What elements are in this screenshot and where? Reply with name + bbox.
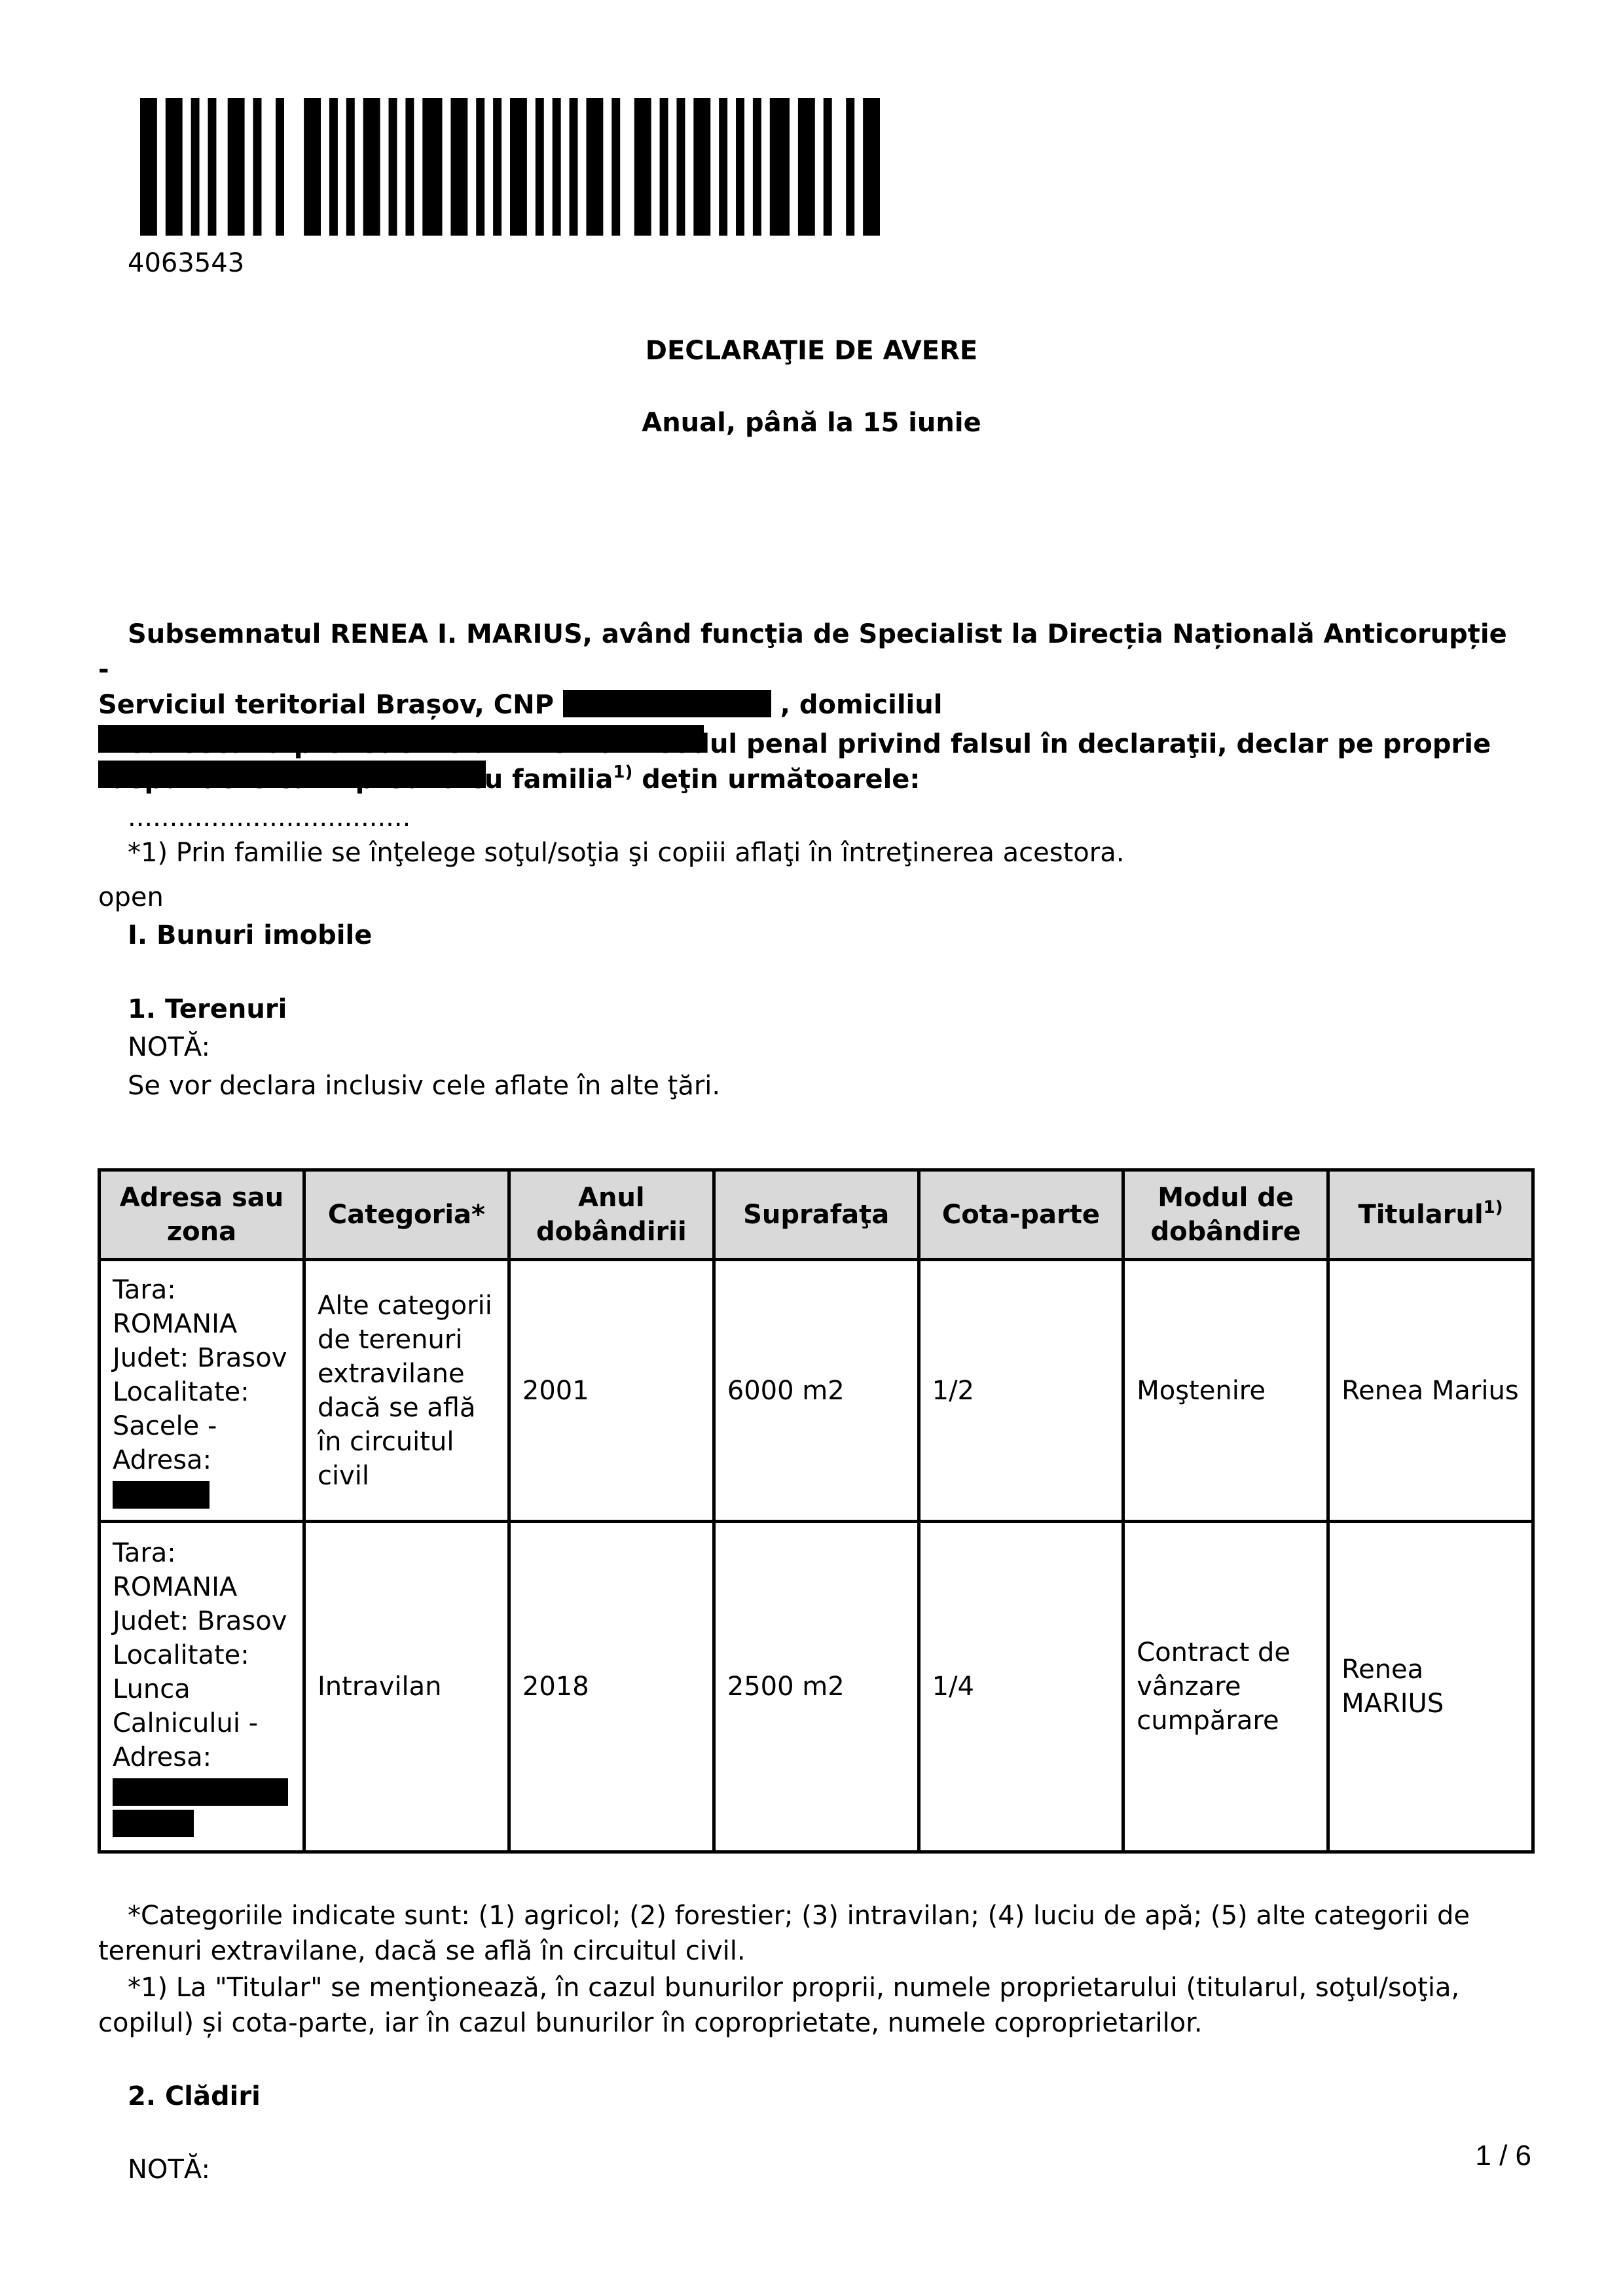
barcode-bar xyxy=(405,98,414,236)
barcode-bar xyxy=(863,98,880,236)
redacted-cnp xyxy=(563,690,771,717)
barcode-bar xyxy=(140,98,157,236)
header-cota: Cota-parte xyxy=(919,1170,1123,1260)
barcode-bar xyxy=(553,98,561,236)
barcode-bar xyxy=(719,98,727,236)
barcode-bar xyxy=(208,98,217,236)
header-mod: Modul de dobândire xyxy=(1123,1170,1328,1260)
header-suprafata: Suprafaţa xyxy=(714,1170,919,1260)
subsection-heading-terenuri: 1. Terenuri xyxy=(128,994,287,1024)
cell-adresa: Tara: ROMANIA Judet: Brasov Localitate: Sacele - Adresa: xyxy=(100,1260,304,1522)
barcode-bar xyxy=(389,98,397,236)
document-title: DECLARAŢIE DE AVERE xyxy=(645,336,978,366)
note-text: Se vor declara inclusiv cele aflate în alte ţări. xyxy=(128,1071,721,1101)
header-anul: Anul dobândirii xyxy=(509,1170,714,1260)
header-titular: Titularul$^{1)}$ xyxy=(1328,1170,1533,1260)
barcode-bar xyxy=(493,98,501,236)
barcode xyxy=(140,98,880,236)
barcode-bar xyxy=(510,98,527,236)
barcode-bar xyxy=(536,98,544,236)
cell-anul: 2001 xyxy=(509,1260,714,1522)
cell-mod: Moştenire xyxy=(1123,1260,1328,1522)
page-number: 1 / 6 xyxy=(1475,2140,1531,2172)
family-note-text: *1) Prin familie se înţelege soţul/soţia şi copiii aflaţi în întreţinerea acestora. xyxy=(128,838,1125,868)
statement-line-2: răspundere că împreună cu familia$^{1)}$ deţin următoarele: xyxy=(98,762,921,795)
land-table xyxy=(98,1168,1535,1854)
cell-suprafata: 2500 m2 xyxy=(714,1522,919,1852)
barcode-bar xyxy=(611,98,620,236)
cell-anul: 2018 xyxy=(509,1522,714,1852)
document-subtitle: Anual, până la 15 iunie xyxy=(642,408,981,438)
cell-cota: 1/2 xyxy=(919,1260,1123,1522)
barcode-bar xyxy=(191,98,200,236)
barcode-bar xyxy=(228,98,245,236)
barcode-number: 4063543 xyxy=(128,248,245,278)
barcode-bar xyxy=(770,98,790,236)
barcode-bar xyxy=(476,98,484,236)
barcode-bar xyxy=(634,98,651,236)
declarant-line-1: Subsemnatul RENEA I. MARIUS, având funcţia de Specialist la Direcția Națională Anticorupție - xyxy=(98,619,1507,685)
barcode-bar xyxy=(166,98,183,236)
section-heading-bunuri-imobile: I. Bunuri imobile xyxy=(128,920,373,950)
statement-line-1: cunoscând prevederile art. 292 din Codul penal privind falsul în declaraţii, declar pe proprie xyxy=(128,729,1491,759)
barcode-bar xyxy=(660,98,668,236)
barcode-bar xyxy=(824,98,832,236)
cell-categoria: Alte categorii de terenuri extravilane dacă se află în circuitul civil xyxy=(304,1260,509,1522)
cell-adresa: Tara: ROMANIA Judet: Brasov Localitate: Lunca Calnicului - Adresa: xyxy=(100,1522,304,1852)
cell-suprafata: 6000 m2 xyxy=(714,1260,919,1522)
cell-mod: Contract de vânzare cumpărare xyxy=(1123,1522,1328,1852)
barcode-bar xyxy=(846,98,854,236)
declarant-line-2: Serviciul teritorial Brașov, CNP , domiciliul xyxy=(98,687,1525,758)
barcode-bar xyxy=(798,98,815,236)
footnote-titular: *1) La "Titular" se menţionează, în cazul bunurilor proprii, numele proprietarului (titularul, soţul/soţia, copilul) și cota-parte, iar în cazul bunurilor în coproprietate, numele coproprietarilor. xyxy=(98,1973,1460,2038)
open-label: open xyxy=(98,882,164,912)
subsection-heading-cladiri: 2. Clădiri xyxy=(128,2081,261,2111)
redacted-address-cell xyxy=(113,1810,194,1837)
footnote-categories: *Categoriile indicate sunt: (1) agricol; (2) forestier; (3) intravilan; (4) luciu de apă; (5) alte categorii de terenuri extravilane, dacă se află în circuitul civil. xyxy=(98,1901,1470,1966)
header-categoria: Categoria* xyxy=(304,1170,509,1260)
barcode-bar xyxy=(346,98,355,236)
barcode-bar xyxy=(570,98,578,236)
barcode-bar xyxy=(450,98,467,236)
dotted-line: .................................. xyxy=(128,802,411,833)
statement-paragraph xyxy=(98,726,1525,797)
footnote-ref: 1) xyxy=(613,762,633,782)
cell-cota: 1/4 xyxy=(919,1522,1123,1852)
cell-titular: Renea Marius xyxy=(1328,1260,1533,1522)
redacted-address-cell xyxy=(113,1778,288,1806)
header-adresa: Adresa sau zona xyxy=(100,1170,304,1260)
barcode-bar xyxy=(586,98,603,236)
barcode-bar xyxy=(736,98,744,236)
barcode-bar xyxy=(753,98,761,236)
table-row xyxy=(100,1260,1533,1522)
barcode-bar xyxy=(304,98,321,236)
barcode-bar xyxy=(363,98,380,236)
barcode-bar xyxy=(253,98,262,236)
family-note xyxy=(98,800,1525,870)
barcode-bar xyxy=(676,98,685,236)
table-row xyxy=(100,1522,1533,1852)
barcode-bar xyxy=(693,98,710,236)
table-header-row xyxy=(100,1170,1533,1260)
note-label: NOTĂ: xyxy=(128,1032,210,1062)
cell-categoria: Intravilan xyxy=(304,1522,509,1852)
barcode-bar xyxy=(422,98,442,236)
redacted-address-cell xyxy=(113,1481,210,1509)
cell-titular: Renea MARIUS xyxy=(1328,1522,1533,1852)
note-label-cladiri: NOTĂ: xyxy=(128,2155,210,2185)
barcode-bar xyxy=(329,98,338,236)
barcode-bar xyxy=(276,98,284,236)
